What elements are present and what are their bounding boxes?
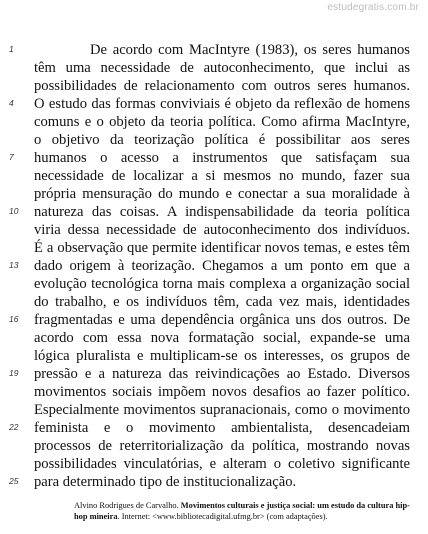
passage-line — [0, 185, 428, 203]
citation-title: Movimentos culturais e justiça social: um estudo da cultura hip-hop mineira — [74, 501, 410, 521]
line-number: 19 — [9, 368, 19, 379]
line-text: possibilidades vinculatórias, e alteram o coletivo significante — [34, 456, 410, 473]
passage-line — [0, 401, 428, 419]
line-text: natureza das coisas. A indispensabilidade da teoria política — [34, 204, 410, 221]
passage-line — [0, 437, 428, 455]
citation-source: . Internet: <www.bibliotecadigital.ufmg.br> (com adaptações). — [117, 511, 328, 521]
line-text: necessidade de localizar a si mesmos no mundo, fazer sua — [34, 168, 410, 185]
passage-line — [0, 275, 428, 293]
site-watermark: estudegratis.com.br — [327, 2, 419, 13]
passage-line — [0, 311, 428, 329]
line-text: Especialmente movimentos supranacionais, como o movimento — [34, 402, 410, 419]
line-text: lógica pluralista e multiplicam-se os interesses, os grupos de — [34, 348, 410, 365]
line-text: O estudo das formas conviviais é objeto da reflexão de homens — [34, 96, 410, 113]
passage-line — [0, 95, 428, 113]
passage-line — [0, 239, 428, 257]
citation-author: Alvino Rodrigues de Carvalho. — [74, 501, 181, 510]
passage-line — [0, 347, 428, 365]
passage-line — [0, 77, 428, 95]
line-text: para determinado tipo de institucionalização. — [34, 474, 297, 491]
passage-line — [0, 473, 428, 491]
line-text: É a observação que permite identificar novos temas, e estes têm — [34, 240, 410, 257]
line-number: 7 — [9, 152, 14, 163]
passage-line — [0, 293, 428, 311]
line-text: possibilidades de relacionamento com outros seres humanos. — [34, 78, 410, 95]
line-number: 16 — [9, 314, 19, 325]
passage-line — [0, 365, 428, 383]
passage-line — [0, 455, 428, 473]
passage-line — [0, 167, 428, 185]
line-text: feminista e o movimento ambientalista, desencadeiam — [34, 420, 410, 437]
line-number: 4 — [9, 98, 14, 109]
line-text: evolução tecnológica torna mais complexa a organização social — [34, 276, 410, 293]
passage-line — [0, 203, 428, 221]
line-number: 22 — [9, 422, 19, 433]
passage-line — [0, 383, 428, 401]
line-text: pressão e a natureza das reivindicações ao Estado. Diversos — [34, 366, 410, 383]
line-text: o objetivo da teorização política é possibilitar aos seres — [34, 132, 410, 149]
line-text: têm uma necessidade de autoconhecimento, que inclui as — [34, 60, 410, 77]
text-passage — [0, 41, 428, 491]
line-text: do trabalho, e os indivíduos têm, cada vez mais, identidades — [34, 294, 410, 311]
line-text: comuns e o objeto da teoria política. Como afirma MacIntyre, — [34, 114, 410, 131]
passage-line — [0, 149, 428, 167]
line-text: De acordo com MacIntyre (1983), os seres humanos — [90, 42, 410, 58]
passage-line — [0, 131, 428, 149]
line-text: própria mensuração do mundo e conectar a sua moralidade à — [34, 186, 410, 203]
line-number: 1 — [9, 44, 14, 54]
line-text: dado origem à teorização. Chegamos a um ponto em que a — [34, 258, 410, 275]
line-text: processos de reterritorialização da política, mostrando novas — [34, 438, 410, 455]
passage-line — [0, 419, 428, 437]
line-text: acordo com essa nova formatação social, expande-se uma — [34, 330, 410, 347]
passage-line — [0, 113, 428, 131]
line-number: 13 — [9, 260, 19, 271]
line-number: 10 — [9, 206, 19, 217]
line-number: 25 — [9, 476, 19, 487]
passage-line — [0, 221, 428, 239]
passage-line — [0, 257, 428, 275]
line-text: humanos o acesso a instrumentos que satisfaçam sua — [34, 150, 410, 167]
source-citation — [74, 501, 414, 522]
line-text: movimentos sociais impõem novos desafios ao fazer político. — [34, 384, 410, 401]
passage-line — [0, 41, 428, 59]
passage-line — [0, 329, 428, 347]
line-text: viria dessa necessidade de autoconhecimento dos indivíduos. — [34, 222, 410, 239]
line-text: fragmentadas e uma dependência orgânica uns dos outros. De — [34, 312, 410, 329]
passage-line — [0, 59, 428, 77]
